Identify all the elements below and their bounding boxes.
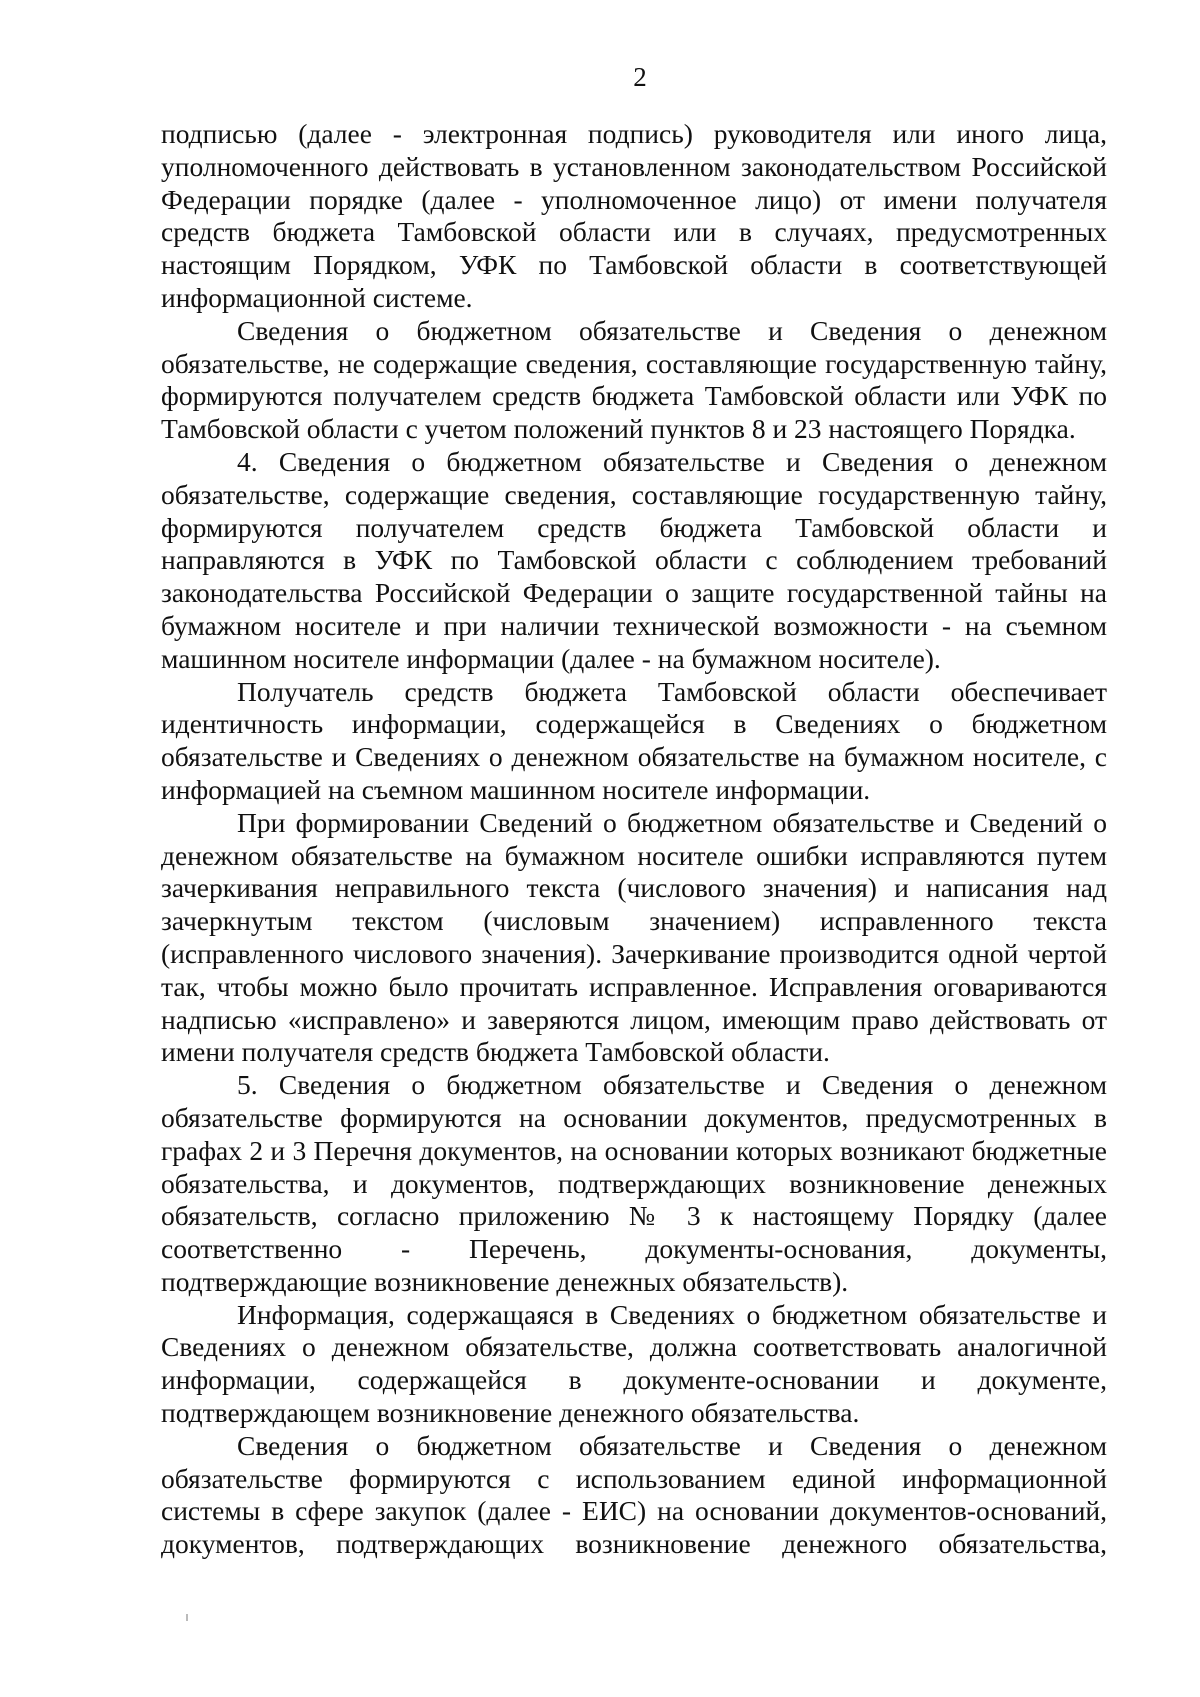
paragraph-6: 5. Сведения о бюджетном обязательстве и Сведения о денежном обязательстве формируются на основании документов, предусмотренных в графах 2 и 3 Перечня документов, на основании которых возникают бюджетные обязательства, и документов, подтверждающих возникновение денежных обязательств, согласно приложению № 3 к настоящему Порядку (далее соответственно - Перечень, документы-основания, документы, подтверждающие возникновение денежных обязательств).: [161, 1069, 1107, 1297]
paragraph-8: Сведения о бюджетном обязательстве и Сведения о денежном обязательстве формируются с использованием единой информационной системы в сфере закупок (далее - ЕИС) на основании документов-оснований, документов, подтверждающих возникновение денежного обязательства,: [161, 1429, 1107, 1560]
page-number: 2: [633, 62, 647, 92]
paragraph-1: подписью (далее - электронная подпись) руководителя или иного лица, уполномоченного действовать в установленном законодательством Российской Федерации порядке (далее - уполномоченное лицо) от имени получателя средств бюджета Тамбовской области или в случаях, предусмотренных настоящим Порядком, УФК по Тамбовской области в соответствующей информационной системе.: [161, 118, 1107, 313]
document-body: [161, 118, 1107, 1561]
paragraph-7: Информация, содержащаяся в Сведениях о бюджетном обязательстве и Сведениях о денежном обязательстве, должна соответствовать аналогичной информации, содержащейся в документе-основании и документе, подтверждающем возникновение денежного обязательства.: [161, 1298, 1107, 1429]
scan-speck: [186, 1614, 188, 1621]
paragraph-2: Сведения о бюджетном обязательстве и Сведения о денежном обязательстве, не содержащие сведения, составляющие государственную тайну, формируются получателем средств бюджета Тамбовской области или УФК по Тамбовской области с учетом положений пунктов 8 и 23 настоящего Порядка.: [161, 314, 1107, 445]
paragraph-4: Получатель средств бюджета Тамбовской области обеспечивает идентичность информации, содержащейся в Сведениях о бюджетном обязательстве и Сведениях о денежном обязательстве на бумажном носителе, с информацией на съемном машинном носителе информации.: [161, 675, 1107, 805]
paragraph-5: При формировании Сведений о бюджетном обязательстве и Сведений о денежном обязательстве на бумажном носителе ошибки исправляются путем зачеркивания неправильного текста (числового значения) и написания над зачеркнутым текстом (числовым значением) исправленного текста (исправленного числового значения). Зачеркивание производится одной чертой так, чтобы можно было прочитать исправленное. Исправления оговариваются надписью «исправлено» и заверяются лицом, имеющим право действовать от имени получателя средств бюджета Тамбовской области.: [161, 806, 1107, 1068]
paragraph-3: 4. Сведения о бюджетном обязательстве и Сведения о денежном обязательстве, содержащие сведения, составляющие государственную тайну, формируются получателем средств бюджета Тамбовской области и направляются в УФК по Тамбовской области с соблюдением требований законодательства Российской Федерации о защите государственной тайны на бумажном носителе и при наличии технической возможности - на съемном машинном носителе информации (далее - на бумажном носителе).: [161, 445, 1107, 674]
